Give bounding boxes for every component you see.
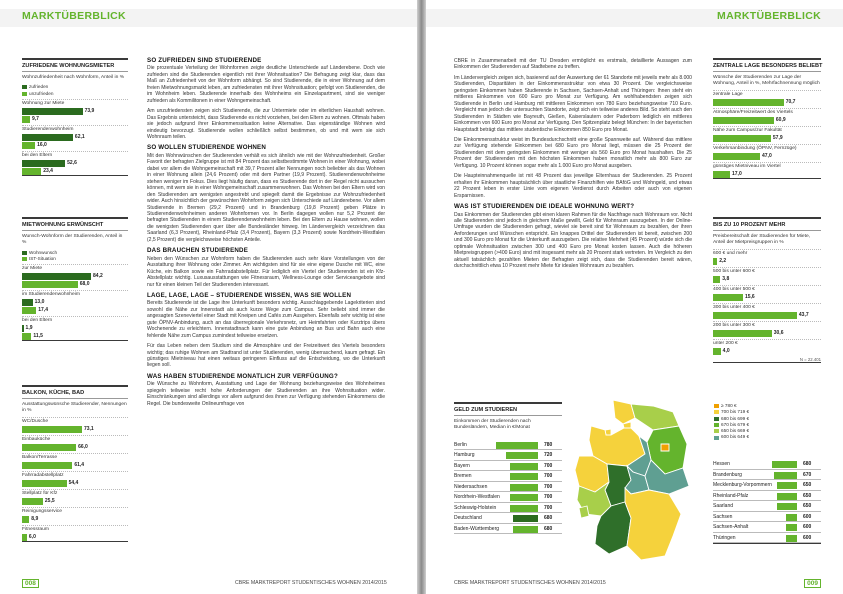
paragraph: Die Einkommensstruktur weist im Bundesdurchschnitt eine große Spannweite auf. Während das mittlere zur Verfügung stehende Einkommen bei 680 Euro pro Monat liegt, müssen die 25 Prozent der Studierenden mit dem geringsten Einkommen mit weniger als 560 Euro pro Monat haushalten. Die 25 Prozent der Studierenden mit den höchsten Einkommen haben monatlich mehr als 800 Euro zur Verfügung. 10 Prozent können sogar mehr als 1.000 Euro pro Monat ausgeben. bbox=[454, 136, 692, 169]
income-bar bbox=[777, 493, 797, 500]
income-row bbox=[454, 513, 562, 524]
bar-value: 73,9 bbox=[84, 107, 95, 114]
income-value: 670 bbox=[803, 471, 812, 478]
bar-group-label: im Studierendenwohnheim bbox=[22, 292, 80, 298]
paragraph: Die prozentuale Verteilung der Wohnformen zeigte deutliche Unterschiede auf Länderebene. Doch wie zufrieden sind die Studierenden eigentlich mit ihrer Wohnsituation? Die Befragung zeigt klar, dass das Maß an Zufriedenheit von der Wohnform abhängt. So sind Studierende, die in einer Wohnung auf dem freien Mietwohnungsmarkt leben, am zufriedensten mit ihrer Wohnsituation; gefolgt von Studierenden, die im Wohnheim leben. Studierende innerhalb des Wohnheims ein Einzelapartment, sind sie weniger zufrieden als Kommilitonen in einer Wohngemeinschaft. bbox=[147, 65, 385, 104]
bar-mark bbox=[22, 444, 76, 451]
bar-mark bbox=[22, 333, 31, 340]
paragraph: Am unzufriedensten zeigen sich Studierende, die zur Untermiete oder im elterlichen Haushalt wohnen. Das Ergebnis untersteicht, dass Studierende es nicht vorziehen, bei den Eltern zu wohnen. Oftmals haben sie jedoch aufgrund ihrer Einkommenssituation keine Alternative. Das eigenständige Wohnen wird eindeutig bevorzugt. Studierende wollen schließlich selbst bestimmen, ob und mit wem sie sich Wohnraum teilen. bbox=[147, 108, 385, 140]
section-heading: SO WOLLEN STUDIERENDE WOHNEN bbox=[147, 144, 267, 152]
bar-label: Balkon/Terrasse bbox=[22, 454, 58, 460]
income-value: 680 bbox=[544, 525, 553, 532]
germany-map bbox=[569, 396, 709, 566]
left-page bbox=[0, 0, 417, 594]
bar-group bbox=[22, 290, 128, 314]
income-bar bbox=[772, 461, 797, 468]
chart-subtitle: Einkommen der Studierenden nach Bundesländern, Median in €/Monat bbox=[454, 419, 531, 431]
page-gutter bbox=[417, 0, 426, 594]
bar-item bbox=[713, 108, 821, 124]
bar-value: 61,4 bbox=[74, 461, 85, 468]
income-label: Nordrhein-Westfalen bbox=[454, 494, 500, 501]
bar-item bbox=[22, 489, 128, 505]
bar-item bbox=[22, 453, 128, 469]
paragraph: Für das Leben neben dem Studium sind die Atmosphäre und der Freizeitwert des Viertels besonders wichtig; das ruhige Wohnen am Stadtrand ist unter Studierenden, wenig überraschend, kaum gefragt. Ein günstiges Mietniveau hat einen weitaus geringeren Einfluss auf die Entscheidung, wo die Unterkunft liegen soll. bbox=[147, 343, 385, 369]
chart-subtitle: Wohnzufriedenheit nach Wohnform, Anteil in % bbox=[22, 75, 125, 80]
bar-mark bbox=[22, 307, 36, 314]
income-label: Sachsen bbox=[713, 513, 733, 520]
bar-value: 84,2 bbox=[93, 273, 103, 280]
bar-label: günstiges Mietniveau im Viertel bbox=[713, 163, 781, 169]
bar-label: 200 bis unter 300 € bbox=[713, 322, 755, 328]
bar-mark bbox=[22, 480, 67, 487]
income-value: 700 bbox=[544, 494, 553, 501]
income-label: Mecklenburg-Vorpommern bbox=[713, 482, 772, 488]
bar-value: 1,9 bbox=[25, 325, 33, 332]
bar-row bbox=[22, 534, 128, 541]
bar-row bbox=[22, 462, 128, 469]
bar-value: 13,0 bbox=[34, 299, 45, 306]
chart-subtitle: Wünsche der Studierenden zur Lage der Wohnung, Anteil in %, Mehrfachnennung möglich bbox=[713, 75, 820, 87]
income-value: 650 bbox=[803, 492, 812, 499]
bar-row bbox=[713, 276, 821, 283]
chart-legend bbox=[22, 250, 128, 263]
bar-row bbox=[22, 168, 128, 175]
paragraph: CBRE in Zusammenarbeit mit der TU Dresden ermöglicht es erstmals, detaillierte Aussagen zum Einkommen der Studierenden auf Stadtebene zu treffen. bbox=[454, 58, 692, 71]
bar-list bbox=[22, 417, 128, 541]
income-bar bbox=[786, 524, 797, 531]
income-bar bbox=[513, 526, 538, 533]
bar-row bbox=[22, 134, 128, 141]
income-value: 680 bbox=[803, 461, 812, 467]
income-label: Schleswig-Holstein bbox=[454, 504, 497, 511]
bar-value: 60,9 bbox=[775, 116, 786, 123]
left-banner-title: MARKTÜBERBLICK bbox=[22, 10, 126, 22]
bar-group bbox=[22, 151, 128, 175]
right-banner-title: MARKTÜBERBLICK bbox=[717, 10, 821, 22]
bar-row bbox=[713, 153, 821, 160]
bar-value: 73,1 bbox=[83, 425, 94, 432]
income-row bbox=[713, 522, 821, 533]
bar-label: unter 200 € bbox=[713, 340, 738, 346]
bar-value: 4,0 bbox=[722, 347, 730, 354]
preisbereitschaft-chart bbox=[713, 217, 821, 363]
bar-group-label: bei den Eltern bbox=[22, 152, 53, 158]
bar-label: zentrale Lage bbox=[713, 91, 743, 97]
bar-label: 600 € und mehr bbox=[713, 250, 748, 256]
map-legend-label: 700 bis 719 € bbox=[721, 409, 750, 415]
page-number: 008 bbox=[22, 579, 39, 588]
bar-mark bbox=[713, 153, 760, 160]
bar-mark bbox=[713, 312, 797, 319]
bar-group bbox=[22, 99, 128, 123]
bar-item bbox=[22, 507, 128, 523]
map-legend-swatch bbox=[714, 436, 719, 440]
chart-title: BALKON, KÜCHE, BAD bbox=[22, 387, 128, 399]
income-bar bbox=[510, 473, 538, 480]
income-row bbox=[713, 491, 821, 502]
bar-item bbox=[22, 435, 128, 451]
income-label: Hessen bbox=[713, 461, 730, 467]
einkommen-chart-continued bbox=[713, 459, 821, 544]
bar-mark bbox=[22, 142, 35, 149]
income-label: Rheinland-Pfalz bbox=[713, 492, 749, 499]
bar-mark bbox=[713, 276, 720, 283]
map-region-saarland bbox=[579, 506, 589, 518]
income-bar bbox=[777, 482, 797, 489]
right-page bbox=[426, 0, 843, 594]
income-value: 700 bbox=[544, 504, 553, 511]
income-value: 600 bbox=[803, 524, 812, 530]
ausstattungswuensche-chart bbox=[22, 385, 128, 542]
map-legend-swatch bbox=[714, 429, 719, 433]
bar-group-label: Wohnung zur Miete bbox=[22, 100, 65, 106]
map-legend bbox=[714, 403, 749, 441]
income-label: Hamburg bbox=[454, 452, 475, 459]
bar-group bbox=[22, 125, 128, 149]
bar-row bbox=[713, 348, 821, 355]
income-bar bbox=[513, 515, 538, 522]
bar-mark bbox=[22, 516, 29, 523]
income-row bbox=[454, 450, 562, 461]
left-banner bbox=[0, 9, 417, 27]
bar-mark bbox=[713, 294, 743, 301]
chart-title: ZUFRIEDENE WOHNUNGSMIETER bbox=[22, 60, 128, 72]
income-row bbox=[454, 461, 562, 472]
bar-value: 8,9 bbox=[31, 515, 39, 522]
legend-item: Wohnwunsch bbox=[22, 250, 128, 256]
bar-mark bbox=[22, 534, 27, 541]
map-legend-item bbox=[714, 434, 749, 440]
map-legend-label: 670 bis 679 € bbox=[721, 421, 750, 427]
chart-title: MIETWOHNUNG ERWÜNSCHT bbox=[22, 219, 128, 231]
map-region-bayern bbox=[625, 488, 681, 560]
income-value: 700 bbox=[544, 462, 553, 469]
bar-mark bbox=[22, 108, 83, 115]
bar-item bbox=[713, 90, 821, 106]
bar-mark bbox=[22, 281, 78, 288]
map-legend-swatch bbox=[714, 410, 719, 414]
map-legend-label: 600 bis 649 € bbox=[721, 434, 750, 440]
right-banner bbox=[426, 9, 843, 27]
bar-row bbox=[22, 444, 128, 451]
bar-row bbox=[22, 480, 128, 487]
bar-row bbox=[22, 160, 128, 167]
income-value: 700 bbox=[544, 473, 553, 480]
bar-list bbox=[713, 90, 821, 178]
bar-item bbox=[22, 471, 128, 487]
bar-list bbox=[713, 249, 821, 355]
bar-group-label: zur Miete bbox=[22, 266, 43, 272]
bar-item bbox=[713, 303, 821, 319]
bar-mark bbox=[713, 258, 717, 265]
bar-label: 300 bis unter 400 € bbox=[713, 304, 755, 310]
bar-groups bbox=[22, 99, 128, 175]
left-text-column bbox=[147, 58, 385, 411]
chart-title: ZENTRALE LAGE BESONDERS BELIEBT bbox=[713, 60, 821, 72]
income-label: Brandenburg bbox=[713, 471, 742, 478]
bar-mark bbox=[713, 330, 772, 337]
bar-item bbox=[713, 162, 821, 178]
bar-label: Nähe zum Campus/zur Fakultät bbox=[713, 127, 782, 133]
bar-row bbox=[713, 99, 821, 106]
bar-value: 6,0 bbox=[28, 533, 36, 540]
bar-value: 30,6 bbox=[773, 329, 784, 336]
income-row bbox=[454, 471, 562, 482]
map-region-berlin bbox=[661, 444, 669, 451]
bar-mark bbox=[22, 498, 43, 505]
bar-label: Fahrradabstellplatz bbox=[22, 472, 64, 478]
bar-row bbox=[22, 281, 128, 288]
bar-value: 70,7 bbox=[785, 98, 796, 105]
bar-mark bbox=[713, 348, 721, 355]
map-legend-label: 680 bis 699 € bbox=[721, 415, 750, 421]
section-heading: DAS BRAUCHEN STUDIERENDE bbox=[147, 247, 249, 255]
income-bar bbox=[510, 494, 538, 501]
bar-group-label: bei den Eltern bbox=[22, 318, 53, 324]
income-row bbox=[454, 524, 562, 535]
paragraph: Die Wünsche zu Wohnform, Ausstattung und Lage der Wohnung beziehungsweise des Wohnheimes spiegeln teilweise recht hohe Anforderungen der Studierenden an ihre Wohnsituation wider. Einschränkungen sind allerdings vor allem aufgrund des ihnen zur Verfügung stehenden Einkommens die Regel. Die bundesweite Onlineumfrage von bbox=[147, 381, 385, 407]
legend-item: zufrieden bbox=[22, 84, 128, 90]
bar-label: Reinigungsservice bbox=[22, 508, 62, 514]
bar-row bbox=[22, 108, 128, 115]
bar-group-label: Studierendenwohnheim bbox=[22, 126, 74, 132]
legend-item: unzufrieden bbox=[22, 91, 128, 97]
paragraph: Im Ländervergleich zeigen sich, basierend auf der Auswertung der 61 Standorte mit jeweils mehr als 8.000 Studierenden, Disparitäten in der Einkommensstruktur von etwa 30 Prozent. Die vergleichsweise geringsten Einkommen haben Studierende in Sachsen, Sachsen-Anhalt und Thüringen: Ihnen steht ein mittleres Einkommen von 600 Euro pro Monat zur Verfügung. Am wohlhabendsten zeigen sich Studierende in Berlin und Hamburg mit mittleren Einkommen von 780 Euro beziehungsweise 710 Euro. Vergleicht man jedoch die untersuchten Standorte, zeigt sich ein teilweise anderes Bild. So steht auch den Studierenden in Städten wie Bayreuth, Gießen, Kaiserslautern oder Paderborn lediglich ein mittleres Einkommen von 600 Euro pro Monat zur Verfügung. Den Spitzenplatz belegt München: In der bayerischen Hauptstadt beträgt das mittlere studentische Einkommen 850 Euro pro Monat. bbox=[454, 74, 692, 133]
paragraph: Mit den Wohnwünschen der Studierenden verhält es sich ähnlich wie mit der Wohnzufriedenheit. Großer Favorit der befragten Zielgruppe ist mit 84 Prozent das selbstbestimmte Wohnen in einer Wohnung, wobei dabei vor allem die Wohngemeinschaft mit 39,7 Prozent aller Nennungen noch beliebter als das Wohnen in einer Wohnung allein (24,6 Prozent) oder mit dem Partner (19,9 Prozent). Studierendenwohnheime stehen weniger im Fokus. Dies liegt häufig daran, dass es Studierende dort in der Regel nicht aussuchen können, mit wem sie in einer Wohngemeinschaft zusammenwohnen. Das Wohnen bei den Eltern wird von den Studierenden am wenigsten angestrebt und spiegelt damit die Ergebnisse zur Wohnzufriedenheit wider. Auch hinsichtlich der gewünschten Wohnform zeigen sich Unterschiede auf Länderebene. Vor allem Studierende in Bremen (29,2 Prozent) und in Brandenburg (19,8 Prozent) geben Plätze in Studierendenwohnheimen anderen Wohnformen vor. In Berlin dagegen wollen nur 5,2 Prozent der befragten Studierenden in einem Studierendenwohnheim leben. Bei den Eltern zu Hause wohnen, wollen die wenigsten Studierenden quer über alle Bundesländer hinweg. Im Ländervergleich verzeichnen das Saarland (6,3 Prozent), Rheinland-Pfalz (3,4 Prozent), Bayern (3,3 Prozent) sowie Nordrhein-Westfalen (2,5 Prozent) die vergleichsweise höchsten Anteile. bbox=[147, 152, 385, 243]
bar-label: 500 bis unter 600 € bbox=[713, 268, 755, 274]
bar-mark bbox=[22, 325, 24, 332]
bar-row bbox=[22, 273, 128, 280]
bar-mark bbox=[713, 117, 774, 124]
bar-row bbox=[22, 325, 128, 332]
sample-note: N = 22.401 bbox=[799, 356, 821, 362]
bar-item bbox=[713, 267, 821, 283]
map-region-schleswig-holstein bbox=[613, 400, 635, 424]
bar-row bbox=[713, 117, 821, 124]
bar-value: 2,2 bbox=[719, 257, 727, 264]
income-bar bbox=[786, 514, 797, 521]
map-region-mecklenburg-vorpommern bbox=[631, 404, 679, 430]
income-row bbox=[454, 503, 562, 514]
section-heading: LAGE, LAGE, LAGE – STUDIERENDE WISSEN, WAS SIE WOLLEN bbox=[147, 291, 352, 299]
map-legend-swatch bbox=[714, 417, 719, 421]
bar-label: WC/Dusche bbox=[22, 418, 49, 424]
bar-value: 66,0 bbox=[78, 443, 88, 450]
bar-item bbox=[713, 285, 821, 301]
bar-group bbox=[22, 316, 128, 340]
bar-value: 11,5 bbox=[33, 333, 43, 340]
chart-subtitle: Preisbereitschaft der Studierenden für Miete, Anteil der Mietpreisgruppen in % bbox=[713, 234, 811, 246]
income-row bbox=[454, 492, 562, 503]
income-label: Bremen bbox=[454, 473, 472, 480]
map-legend-swatch bbox=[714, 404, 719, 408]
bar-row bbox=[22, 142, 128, 149]
bar-value: 9,7 bbox=[31, 115, 39, 122]
bar-mark bbox=[22, 116, 30, 123]
income-list bbox=[713, 459, 821, 543]
income-row bbox=[713, 480, 821, 491]
income-bar bbox=[510, 484, 538, 491]
income-value: 650 bbox=[803, 503, 812, 509]
bar-value: 57,9 bbox=[772, 134, 783, 141]
chart-legend bbox=[22, 84, 128, 97]
bar-row bbox=[22, 333, 128, 340]
income-bar bbox=[510, 505, 538, 512]
bar-row bbox=[22, 516, 128, 523]
page-footer: CBRE MARKTREPORT STUDENTISCHES WOHNEN 2014/2015 bbox=[235, 580, 387, 586]
bar-row bbox=[713, 330, 821, 337]
map-legend-label: ≥ 780 € bbox=[721, 403, 737, 408]
bar-item bbox=[22, 417, 128, 433]
bar-value: 17,4 bbox=[38, 307, 48, 314]
bar-value: 25,5 bbox=[44, 497, 55, 504]
income-label: Berlin bbox=[454, 441, 467, 448]
bar-value: 62,1 bbox=[74, 133, 85, 140]
bar-label: Fitnessraum bbox=[22, 526, 49, 532]
income-bar bbox=[786, 535, 797, 542]
bar-row bbox=[713, 171, 821, 178]
section-heading: WAS IST STUDIERENDEN DIE IDEALE WOHNUNG WERT? bbox=[454, 203, 635, 211]
bar-value: 52,6 bbox=[67, 159, 77, 166]
paragraph: Bereits Studierende ist die Lage ihre Unterkunft besonders wichtig. Ausschlaggebende Lagekriterien sind sowohl die Nähe zur Innenstadt als auch kurze Wege zum Campus. Sehr beliebt sind immer die angesagten Szeneviertel einer Stadt mit Kneipen und Cafés zum Ausgehen. Ebenfalls sehr wichtig ist eine gute ÖPNV-Anbindung, auch an das überregionale Verkehrsnetz, um Heimfahrten oder Kurztrips übers Wochenende zu erleichtern. Innenstadtnach kann eine gute Anbindung an Bus und Bahn auch eine fehlende Nähe zum Campus zumindest teilweise ersetzen. bbox=[147, 300, 385, 339]
bar-mark bbox=[22, 273, 91, 280]
bar-label: Verkehrsanbindung (ÖPNV, Fernzüge) bbox=[713, 145, 797, 151]
bar-row bbox=[22, 498, 128, 505]
bar-row bbox=[22, 299, 128, 306]
bar-group bbox=[22, 264, 128, 288]
bar-label: Stellplatz für Kfz bbox=[22, 490, 58, 496]
bar-mark bbox=[713, 99, 784, 106]
paragraph: Neben den Wünschen zur Wohnform haben die Studierenden auch sehr klare Vorstellungen von der Ausstattung ihrer Wohnung oder Zimmer. Am wichtigsten sind für sie eine eigene Dusche mit WC, eine Küche, ein Balkon sowie ein Fahrradabstellplatz. Für lediglich ein Viertel der Studierenden ist ein Kfz-Abstellplatz wichtig. Luxusausstattungen wie Fitnessraum, Wellness-Lounge oder Serviceangebote sind nur für einen kleinen Teil der Studierenden interessant. bbox=[147, 255, 385, 288]
income-value: 600 bbox=[803, 534, 812, 541]
bar-mark bbox=[22, 168, 41, 175]
bar-row bbox=[713, 294, 821, 301]
bar-value: 47,0 bbox=[762, 152, 772, 159]
bar-row bbox=[22, 307, 128, 314]
income-row bbox=[713, 470, 821, 481]
right-text-column bbox=[454, 58, 692, 274]
bar-mark bbox=[22, 426, 82, 433]
map-legend-label: 650 bis 669 € bbox=[721, 428, 750, 434]
income-value: 720 bbox=[544, 452, 553, 459]
section-heading: WAS HABEN STUDIERENDE MONATLICH ZUR VERFÜGUNG? bbox=[147, 372, 338, 380]
income-bar bbox=[496, 442, 538, 449]
chart-subtitle: Ausstattungswünsche Studierender, Nennungen in % bbox=[22, 402, 127, 414]
bar-label: Atmosphäre/Freizeitwert des Viertels bbox=[713, 109, 793, 115]
wohnzufriedenheit-chart bbox=[22, 58, 128, 176]
map-legend-swatch bbox=[714, 423, 719, 427]
income-bar bbox=[774, 472, 797, 479]
income-row bbox=[713, 533, 821, 544]
chart-title: GELD ZUM STUDIEREN bbox=[454, 404, 562, 416]
bar-value: 17,0 bbox=[732, 170, 742, 177]
income-value: 700 bbox=[544, 483, 553, 490]
bar-item bbox=[713, 321, 821, 337]
bar-label: Einbauküche bbox=[22, 436, 51, 442]
bar-value: 3,8 bbox=[722, 275, 730, 282]
income-label: Bayern bbox=[454, 462, 470, 469]
income-row bbox=[454, 440, 562, 451]
income-value: 780 bbox=[544, 441, 553, 448]
legend-item: IST-Situation bbox=[22, 256, 128, 262]
bar-item bbox=[22, 525, 128, 541]
income-label: Deutschland bbox=[454, 515, 482, 522]
einkommen-chart bbox=[454, 402, 562, 534]
lage-wuensche-chart bbox=[713, 58, 821, 179]
income-row bbox=[454, 482, 562, 493]
chart-subtitle: Wunsch-Wohnform der Studierenden, Anteil in % bbox=[22, 234, 123, 246]
income-row bbox=[713, 512, 821, 523]
income-row bbox=[713, 459, 821, 470]
bar-value: 54,4 bbox=[68, 479, 79, 486]
income-value: 650 bbox=[803, 482, 812, 488]
bar-item bbox=[713, 144, 821, 160]
bar-mark bbox=[713, 171, 730, 178]
bar-mark bbox=[22, 160, 65, 167]
section-heading: SO ZUFRIEDEN SIND STUDIERENDE bbox=[147, 57, 262, 64]
income-value: 680 bbox=[544, 515, 553, 522]
bar-item bbox=[713, 339, 821, 355]
bar-row bbox=[713, 258, 821, 265]
income-label: Baden-Württemberg bbox=[454, 525, 500, 532]
wunsch-wohnform-chart bbox=[22, 217, 128, 341]
income-label: Thüringen bbox=[713, 534, 736, 541]
bar-row bbox=[713, 135, 821, 142]
bar-mark bbox=[22, 134, 73, 141]
bar-item bbox=[713, 126, 821, 142]
bar-value: 15,6 bbox=[744, 293, 755, 300]
income-bar bbox=[510, 463, 538, 470]
income-label: Niedersachsen bbox=[454, 483, 488, 490]
bar-mark bbox=[22, 462, 72, 469]
bar-row bbox=[22, 116, 128, 123]
bar-row bbox=[713, 312, 821, 319]
bar-value: 43,7 bbox=[798, 311, 809, 318]
page-footer: CBRE MARKTREPORT STUDENTISCHES WOHNEN 2014/2015 bbox=[454, 580, 606, 586]
income-bar bbox=[777, 503, 797, 510]
bar-row bbox=[22, 426, 128, 433]
income-row bbox=[713, 501, 821, 512]
bar-mark bbox=[713, 135, 771, 142]
chart-title: BIS ZU 10 PROZENT MEHR bbox=[713, 219, 821, 231]
bar-value: 68,0 bbox=[79, 281, 90, 288]
income-value: 600 bbox=[803, 513, 812, 520]
bar-groups bbox=[22, 264, 128, 340]
bar-value: 16,0 bbox=[37, 141, 47, 148]
income-bar bbox=[506, 452, 538, 459]
paragraph: Das Einkommen der Studierenden gibt einen klaren Rahmen für die Nachfrage nach Wohnraum vor. Nicht alle Studierenden sind jedoch in gleichem Maße gewillt, Geld für Wohnraum auszugeben. In der Online-Umfrage wurden die Studierenden gefragt, wieviel sie bereit sind für Wohnraum zu bezahlen, der ihren Anforderungen und Wünschen entspricht. Ein knappes Drittel der Studierenden ist bereit, zwischen 200 und 300 Euro pro Monat für die Unterkunft auszugeben. Die relative Mehrheit (45 Prozent) würde sich die optimale Wohnsituation zwischen 300 und 400 Euro pro Monat kosten lassen. Auch die höheren Mietpreisgruppen (>400 Euro) sind mit insgesamt mehr als 20 Prozent stark vertreten. Im Vergleich zu den aktuell tatsächlich gezahlten Mieten der Befragten zeigt sich, dass die Studierenden bereit wären, durchschnittlich etwa 10 Prozent mehr Miete für idealen Wohnraum zu bezahlen. bbox=[454, 211, 692, 270]
bar-value: 23,4 bbox=[43, 167, 53, 174]
page-number: 009 bbox=[804, 579, 821, 588]
income-list bbox=[454, 440, 562, 535]
bar-mark bbox=[22, 299, 33, 306]
income-label: Saarland bbox=[713, 503, 734, 509]
bar-label: 400 bis unter 500 € bbox=[713, 286, 755, 292]
paragraph: Die Haupteinnahmenquelle ist mit 48 Prozent das jeweilige Elternhaus der Studierenden. 25 Prozent erhalten ihr Einkommen hauptsächlich über staatliche Finanzhilfen wie BAföG und Wohngeld, und etwas 22 Prozent leben in erster Linie vom eigenen Verdienst durch Arbeiten oder auch von eigenen Ersparnissen. bbox=[454, 173, 692, 199]
bar-item bbox=[713, 249, 821, 265]
income-label: Sachsen-Anhalt bbox=[713, 524, 749, 530]
